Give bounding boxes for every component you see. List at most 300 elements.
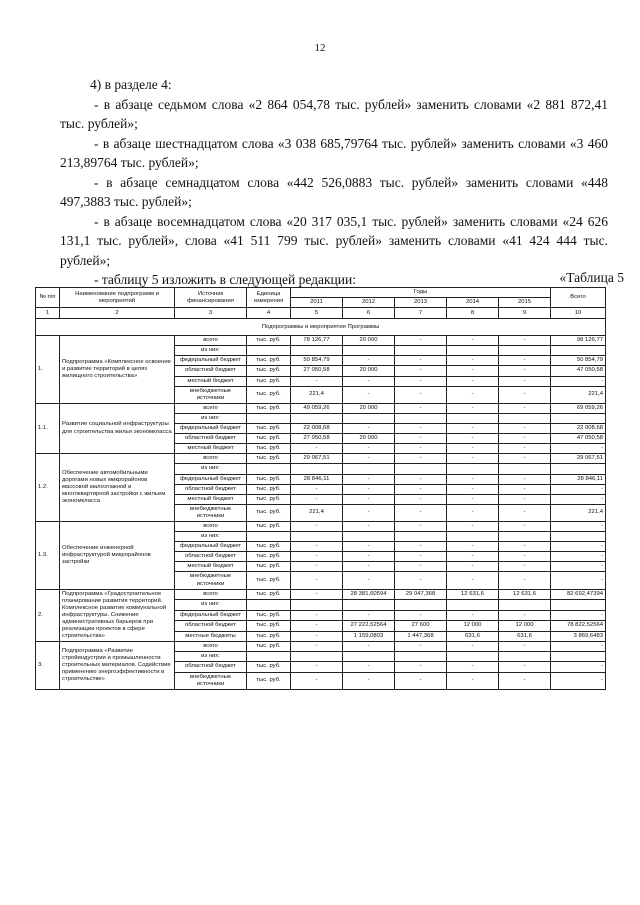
year-value: -	[343, 521, 395, 531]
total-value: 98 126,77	[551, 336, 606, 346]
page-number: 12	[314, 42, 326, 54]
year-value	[447, 346, 499, 356]
year-value: 631,6	[447, 631, 499, 642]
year-value: -	[499, 572, 551, 589]
column-index: 8	[447, 308, 499, 319]
total-value: -	[551, 484, 606, 494]
year-value	[291, 652, 343, 662]
year-value: -	[499, 424, 551, 434]
year-value: 221,4	[291, 504, 343, 521]
year-value: -	[499, 521, 551, 531]
year-value: -	[499, 494, 551, 504]
funding-source: областной бюджет	[175, 484, 247, 494]
year-value	[499, 464, 551, 474]
funding-source: всего	[175, 403, 247, 413]
funding-source: областной бюджет	[175, 662, 247, 672]
column-index: 5	[291, 308, 343, 319]
column-index: 7	[395, 308, 447, 319]
unit: тыс. руб.	[247, 542, 291, 552]
year-value: -	[343, 454, 395, 464]
header-num: № п/п	[36, 288, 60, 308]
total-value: 28 846,11	[551, 474, 606, 484]
year-value: -	[291, 552, 343, 562]
year-value	[343, 464, 395, 474]
year-value: -	[499, 336, 551, 346]
year-value: -	[291, 376, 343, 386]
year-value: -	[395, 672, 447, 689]
year-value: -	[343, 386, 395, 403]
total-value: -	[551, 521, 606, 531]
year-value: -	[291, 572, 343, 589]
funding-source: из них:	[175, 652, 247, 662]
year-value: -	[291, 610, 343, 621]
year-value: -	[395, 562, 447, 572]
year-value	[291, 532, 343, 542]
total-value: 50 854,79	[551, 356, 606, 366]
row-name: Подпрограмма «Развитие стройиндустрии и промышленности строительных материалов. Содействие применению энергоэффективности в строительстве»	[60, 642, 175, 689]
funding-source: федеральный бюджет	[175, 356, 247, 366]
total-value: -	[551, 662, 606, 672]
amendment-paragraph: - таблицу 5 изложить в следующей редакции:	[94, 272, 356, 287]
year-value: -	[395, 484, 447, 494]
unit: тыс. руб.	[247, 474, 291, 484]
year-value: -	[447, 610, 499, 621]
year-value: -	[395, 336, 447, 346]
total-value: 82 692,47394	[551, 589, 606, 600]
row-number: 3.	[36, 642, 60, 689]
year-value: -	[291, 642, 343, 652]
row-name: Обеспечение инженерной инфраструктурой микрорайонов застройки	[60, 521, 175, 589]
year-value: 49 059,26	[291, 403, 343, 413]
year-value	[343, 346, 395, 356]
year-value: -	[499, 356, 551, 366]
funding-source: внебюджетные источники	[175, 672, 247, 689]
unit	[247, 600, 291, 611]
year-value: -	[343, 552, 395, 562]
total-value: -	[551, 444, 606, 454]
year-value: 27 600	[395, 621, 447, 632]
year-value: -	[395, 552, 447, 562]
year-value: 28 846,11	[291, 474, 343, 484]
year-value: -	[343, 610, 395, 621]
funding-source: областной бюджет	[175, 434, 247, 444]
total-value: 221,4	[551, 504, 606, 521]
table-row	[36, 642, 606, 652]
total-value: -	[551, 552, 606, 562]
year-value: -	[447, 642, 499, 652]
column-index: 9	[499, 308, 551, 319]
amendment-paragraph: - в абзаце шестнадцатом слова «3 038 685,79764 тыс. рублей» заменить словами «3 460 213,89764 тыс. рублей»;	[60, 135, 608, 170]
year-value	[343, 413, 395, 423]
year-value: 28 381,60594	[343, 589, 395, 600]
year-value	[395, 464, 447, 474]
year-value	[447, 532, 499, 542]
funding-source: всего	[175, 454, 247, 464]
unit: тыс. руб.	[247, 662, 291, 672]
unit: тыс. руб.	[247, 484, 291, 494]
year-value	[291, 464, 343, 474]
year-value	[447, 600, 499, 611]
year-value: -	[343, 376, 395, 386]
year-value: -	[395, 521, 447, 531]
year-value: -	[447, 662, 499, 672]
year-value	[499, 532, 551, 542]
unit	[247, 346, 291, 356]
year-value: -	[395, 662, 447, 672]
year-value: 50 854,79	[291, 356, 343, 366]
funding-source: местный бюджет	[175, 444, 247, 454]
year-value	[447, 652, 499, 662]
year-value: -	[343, 504, 395, 521]
unit: тыс. руб.	[247, 621, 291, 632]
unit: тыс. руб.	[247, 434, 291, 444]
total-value: 47 050,58	[551, 366, 606, 376]
funding-source: федеральный бюджет	[175, 474, 247, 484]
year-value: -	[499, 386, 551, 403]
year-value: -	[291, 542, 343, 552]
year-value: -	[447, 562, 499, 572]
year-value	[499, 600, 551, 611]
funding-source: внебюджетные источники	[175, 572, 247, 589]
year-value: -	[343, 484, 395, 494]
unit: тыс. руб.	[247, 494, 291, 504]
total-value: 29 067,51	[551, 454, 606, 464]
year-value: -	[343, 562, 395, 572]
funding-source: всего	[175, 589, 247, 600]
header-year: 2014	[447, 298, 499, 308]
total-value	[551, 652, 606, 662]
column-index: 3	[175, 308, 247, 319]
year-value: -	[291, 494, 343, 504]
funding-source: из них:	[175, 600, 247, 611]
funding-table	[35, 287, 606, 690]
funding-source: из них:	[175, 464, 247, 474]
unit: тыс. руб.	[247, 521, 291, 531]
total-value: -	[551, 610, 606, 621]
table-row	[36, 521, 606, 531]
year-value	[343, 600, 395, 611]
unit: тыс. руб.	[247, 672, 291, 689]
row-number: 1.	[36, 336, 60, 404]
unit: тыс. руб.	[247, 336, 291, 346]
year-value: -	[343, 642, 395, 652]
amendment-paragraph: - в абзаце седьмом слова «2 864 054,78 тыс. рублей» заменить словами «2 881 872,41 тыс. рублей»;	[60, 96, 608, 131]
unit: тыс. руб.	[247, 356, 291, 366]
column-index: 4	[247, 308, 291, 319]
year-value: -	[499, 484, 551, 494]
year-value	[291, 346, 343, 356]
year-value: -	[447, 454, 499, 464]
total-value: 78 822,52564	[551, 621, 606, 632]
year-value: 20 000	[343, 366, 395, 376]
year-value: -	[395, 376, 447, 386]
year-value	[447, 464, 499, 474]
row-number: 1.2.	[36, 454, 60, 522]
year-value	[499, 346, 551, 356]
year-value: -	[291, 444, 343, 454]
year-value: -	[447, 424, 499, 434]
year-value: -	[499, 610, 551, 621]
funding-source: всего	[175, 642, 247, 652]
year-value: -	[447, 386, 499, 403]
header-year: 2012	[343, 298, 395, 308]
year-value: -	[291, 662, 343, 672]
year-value: -	[291, 589, 343, 600]
row-name: Подпрограмма «Комплексное освоение и развитие территорий в целях жилищного строительства»	[60, 336, 175, 404]
year-value: -	[291, 621, 343, 632]
year-value: 1 447,368	[395, 631, 447, 642]
total-value	[551, 413, 606, 423]
total-value: 22 008,68	[551, 424, 606, 434]
year-value: -	[395, 610, 447, 621]
funding-source: областной бюджет	[175, 366, 247, 376]
unit: тыс. руб.	[247, 386, 291, 403]
year-value: -	[447, 504, 499, 521]
unit	[247, 464, 291, 474]
year-value: 29 067,51	[291, 454, 343, 464]
unit: тыс. руб.	[247, 589, 291, 600]
year-value: -	[447, 572, 499, 589]
unit: тыс. руб.	[247, 424, 291, 434]
year-value: -	[343, 356, 395, 366]
unit: тыс. руб.	[247, 642, 291, 652]
amendment-paragraph: - в абзаце семнадцатом слова «442 526,0883 тыс. рублей» заменить словами «448 497,3883 тыс. рублей»;	[60, 174, 608, 209]
year-value: -	[343, 672, 395, 689]
table-row	[36, 403, 606, 413]
year-value: -	[291, 484, 343, 494]
year-value: 12 000	[499, 621, 551, 632]
year-value: -	[291, 631, 343, 642]
year-value: -	[447, 366, 499, 376]
year-value: -	[447, 494, 499, 504]
year-value	[343, 652, 395, 662]
year-value: -	[343, 662, 395, 672]
funding-source: внебюджетные источники	[175, 386, 247, 403]
year-value: -	[447, 434, 499, 444]
header-years: Годы	[291, 288, 551, 298]
year-value: -	[499, 444, 551, 454]
row-number: 1.1.	[36, 403, 60, 453]
year-value: -	[291, 672, 343, 689]
year-value: -	[499, 376, 551, 386]
year-value	[447, 413, 499, 423]
total-value	[551, 346, 606, 356]
year-value	[395, 532, 447, 542]
unit: тыс. руб.	[247, 572, 291, 589]
year-value: -	[499, 662, 551, 672]
year-value: -	[343, 474, 395, 484]
unit	[247, 652, 291, 662]
funding-source: местные бюджеты	[175, 631, 247, 642]
funding-source: федеральный бюджет	[175, 610, 247, 621]
year-value: -	[447, 356, 499, 366]
total-value: -	[551, 494, 606, 504]
funding-source: федеральный бюджет	[175, 542, 247, 552]
year-value: -	[395, 403, 447, 413]
year-value: -	[447, 542, 499, 552]
year-value	[291, 413, 343, 423]
year-value: -	[395, 572, 447, 589]
year-value: 12 000	[447, 621, 499, 632]
year-value: 1 159,0803	[343, 631, 395, 642]
table-row	[36, 336, 606, 346]
year-value: 27 222,52564	[343, 621, 395, 632]
year-value: -	[499, 403, 551, 413]
unit: тыс. руб.	[247, 610, 291, 621]
year-value: -	[343, 424, 395, 434]
header-row	[36, 288, 606, 298]
unit	[247, 532, 291, 542]
unit: тыс. руб.	[247, 366, 291, 376]
year-value: -	[395, 474, 447, 484]
section-title: Подпрограммы и мероприятия Программы	[36, 319, 606, 336]
row-name: Обеспечение автомобильными дорогами новых микрорайонов массовой малоэтажной и многоквартирной застройки с жильем экономкласса	[60, 454, 175, 522]
year-value: -	[395, 542, 447, 552]
year-value: -	[447, 484, 499, 494]
funding-source: областной бюджет	[175, 621, 247, 632]
total-value: -	[551, 562, 606, 572]
year-value: -	[499, 474, 551, 484]
year-value: -	[447, 403, 499, 413]
year-value: -	[343, 572, 395, 589]
column-index: 10	[551, 308, 606, 319]
year-value: -	[499, 642, 551, 652]
column-index: 2	[60, 308, 175, 319]
year-value: -	[395, 356, 447, 366]
funding-source: областной бюджет	[175, 552, 247, 562]
section-row	[36, 319, 606, 336]
year-value: -	[447, 376, 499, 386]
funding-source: внебюджетные источники	[175, 504, 247, 521]
total-value: 47 050,58	[551, 434, 606, 444]
table-row	[36, 454, 606, 464]
year-value: -	[447, 521, 499, 531]
year-value: 221,4	[291, 386, 343, 403]
unit: тыс. руб.	[247, 631, 291, 642]
header-unit: Единица измерения	[247, 288, 291, 308]
year-value	[395, 652, 447, 662]
funding-source: из них:	[175, 413, 247, 423]
year-value: -	[395, 454, 447, 464]
year-value: 22 008,68	[291, 424, 343, 434]
year-value	[395, 346, 447, 356]
year-value: -	[395, 444, 447, 454]
total-value	[551, 600, 606, 611]
year-value: -	[499, 366, 551, 376]
year-value: -	[343, 494, 395, 504]
header-year: 2013	[395, 298, 447, 308]
funding-source: федеральный бюджет	[175, 424, 247, 434]
year-value: -	[395, 494, 447, 504]
year-value: -	[395, 434, 447, 444]
unit: тыс. руб.	[247, 403, 291, 413]
table-body	[36, 308, 606, 690]
total-value: 221,4	[551, 386, 606, 403]
unit	[247, 413, 291, 423]
row-number: 2.	[36, 589, 60, 642]
funding-source: из них:	[175, 346, 247, 356]
year-value	[343, 532, 395, 542]
funding-source: местный бюджет	[175, 494, 247, 504]
unit: тыс. руб.	[247, 454, 291, 464]
year-value: -	[447, 336, 499, 346]
header-total: Всего	[551, 288, 606, 308]
table-row	[36, 589, 606, 600]
year-value: -	[395, 386, 447, 403]
total-value: -	[551, 572, 606, 589]
row-name: Развитие социальной инфраструктуры для строительства жилья экономкласса	[60, 403, 175, 453]
total-value: -	[551, 376, 606, 386]
funding-source: из них:	[175, 532, 247, 542]
amendment-paragraph: - в абзаце восемнадцатом слова «20 317 035,1 тыс. рублей» заменить словами «24 626 131,1 тыс. рублей», слова «41 511 799 тыс. рублей» заменить словами «41 424 444 тыс. рублей»;	[60, 213, 608, 268]
total-value	[551, 532, 606, 542]
amendment-text	[60, 75, 608, 290]
year-value: 27 050,58	[291, 366, 343, 376]
total-value: 69 059,26	[551, 403, 606, 413]
total-value: -	[551, 672, 606, 689]
year-value: 20 000	[343, 434, 395, 444]
year-value: -	[499, 434, 551, 444]
year-value: -	[499, 542, 551, 552]
year-value: -	[499, 562, 551, 572]
header-year: 2011	[291, 298, 343, 308]
year-value: -	[291, 562, 343, 572]
header-name: Наименование подпрограмм и мероприятий	[60, 288, 175, 308]
year-value: 29 047,368	[395, 589, 447, 600]
year-value: -	[447, 552, 499, 562]
year-value: 78 126,77	[291, 336, 343, 346]
year-value: -	[395, 504, 447, 521]
column-index-row	[36, 308, 606, 319]
total-value: 3 869,6483	[551, 631, 606, 642]
year-value: -	[291, 521, 343, 531]
funding-source: местный бюджет	[175, 376, 247, 386]
header-year: 2015	[499, 298, 551, 308]
column-index: 1	[36, 308, 60, 319]
unit: тыс. руб.	[247, 444, 291, 454]
year-value: -	[395, 424, 447, 434]
total-value: -	[551, 542, 606, 552]
year-value	[291, 600, 343, 611]
year-value: 12 631,6	[447, 589, 499, 600]
row-name: Подпрограмма «Градостроительное планирование развития территорий. Комплексное развитие коммунальной инфраструктуры. Снижение административных барьеров при реализации проектов в сфере строительства»	[60, 589, 175, 642]
year-value: 20 000	[343, 403, 395, 413]
total-value: -	[551, 642, 606, 652]
year-value: 631,6	[499, 631, 551, 642]
unit: тыс. руб.	[247, 504, 291, 521]
table-caption: «Таблица 5	[559, 270, 624, 285]
funding-source: всего	[175, 521, 247, 531]
funding-source: местный бюджет	[175, 562, 247, 572]
unit: тыс. руб.	[247, 562, 291, 572]
year-value	[395, 413, 447, 423]
column-index: 6	[343, 308, 395, 319]
funding-source: всего	[175, 336, 247, 346]
year-value	[395, 600, 447, 611]
year-value	[499, 652, 551, 662]
unit: тыс. руб.	[247, 552, 291, 562]
year-value: -	[343, 444, 395, 454]
row-number: 1.3.	[36, 521, 60, 589]
year-value	[499, 413, 551, 423]
year-value: -	[499, 454, 551, 464]
year-value: -	[395, 642, 447, 652]
section-heading: 4) в разделе 4:	[90, 77, 172, 92]
year-value: -	[395, 366, 447, 376]
year-value: 20 000	[343, 336, 395, 346]
year-value: 27 050,58	[291, 434, 343, 444]
year-value: -	[447, 474, 499, 484]
